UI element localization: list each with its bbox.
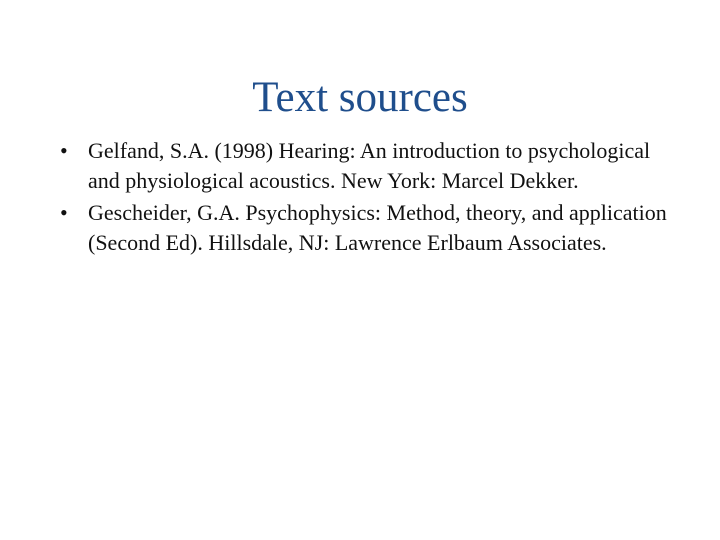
reference-text: Gelfand, S.A. (1998) Hearing: An introduction to psychological and physiological acoustics. New York: Marcel Dekker. [88, 138, 651, 193]
reference-item [60, 198, 680, 257]
reference-list [60, 136, 680, 260]
reference-item [60, 136, 680, 195]
bullet-icon: • [60, 200, 68, 225]
slide-title: Text sources [252, 74, 468, 121]
bullet-icon: • [60, 138, 68, 163]
reference-text: Gescheider, G.A. Psychophysics: Method, theory, and application (Second Ed). Hillsdale, NJ: Lawrence Erlbaum Associates. [88, 200, 667, 255]
